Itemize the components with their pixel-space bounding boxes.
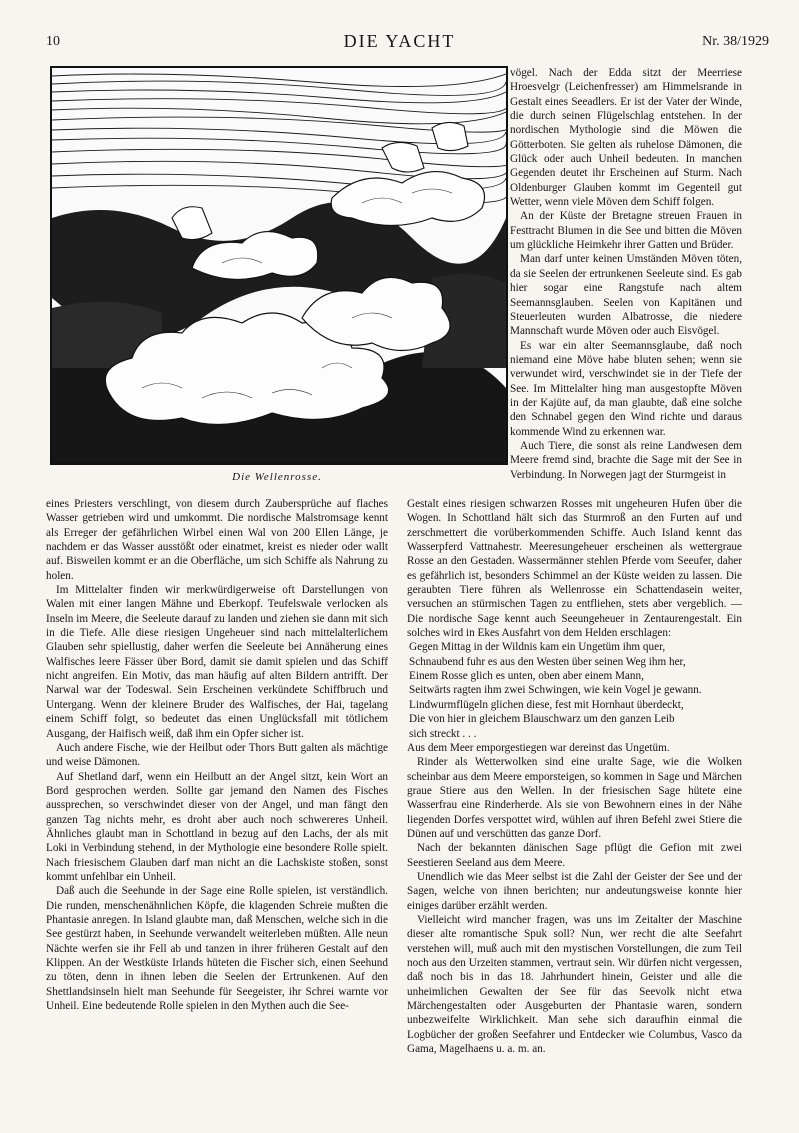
paragraph: vögel. Nach der Edda sitzt der Meerriese Hroesvelgr (Leichenfresser) am Himmelsrande in Gestalt eines Seeadlers. Er ist der Vater der Winde, die durch seinen Flügelschlag entstehen. In der nordischen Mythologie sind die Möwen die Götterboten. Sie gelten als ruhelose Dämonen, die Glück oder auch Unheil bedeuten. In manchen Gegenden deutet ihr Erscheinen auf Sturm. Nach Oldenburger Glauben kommt im Gegenteil gut Wetter, wenn viele Möven dem Schiff folgen. <box>510 67 742 209</box>
paragraph: Unendlich wie das Meer selbst ist die Zahl der Geister der See und der Sagen, welche von ihnen berichten; nur andeutungsweise konnte hier einiges darüber erzählt werden. <box>407 870 742 912</box>
paragraph: Auch andere Fische, wie der Heilbut oder Thors Butt galten als mächtige und weise Dämonen. <box>46 741 388 769</box>
poem-line: Gegen Mittag in der Wildnis kam ein Ungetüm ihm quer, <box>409 641 666 654</box>
paragraph: Vielleicht wird mancher fragen, was uns im Zeitalter der Maschine dieser alte romantische Spuk soll? Nun, wer recht die alte Seefahrt verstehen will, muß auch mit den mystischen Vorstellungen, die zum Teil noch aus den Urzeiten stammen, vertraut sein. Wir dürfen nicht vergessen, daß noch bis in das 18. Jahrhundert hinein, Geister und alle die unheimlichen Gewalten der See für das Seevolk nicht etwa Märchengestalten oder Ausgeburten der Phantasie waren, sondern unbezweifelte Wirklichkeit. Man sehe sich daraufhin einmal die Logbücher der großen Seefahrer und Entdecker wie Columbus, Vasco da Gama, Magelhaens u. a. m. an. <box>407 913 742 1056</box>
article-column-left <box>46 497 388 1013</box>
paragraph: Es war ein alter Seemannsglaube, daß noch niemand eine Möve habe bluten sehen; wenn sie verwundet wird, verschwindet sie in der Tiefe der See. Im Mittelalter hing man ausgestopfte Möven in der Kajüte auf, da man glaubte, daß eine solche den Schnabel gegen den Wind richte und daraus kommende Wind zu erkennen war. <box>510 339 742 438</box>
figure-caption: Die Wellenrosse. <box>232 471 322 483</box>
poem-line: Seitwärts ragten ihm zwei Schwingen, wie kein Vogel je gewann. <box>409 684 702 697</box>
issue-number: Nr. 38/1929 <box>702 34 769 49</box>
article-column-right <box>407 497 742 1056</box>
paragraph: Daß auch die Seehunde in der Sage eine Rolle spielen, ist verständlich. Die runden, menschenähnlichen Köpfe, die klagenden Schreie mußten die Phantasie anregen. In Island glaubte man, daß Menschen, welche sich in die See gestürzt haben, in Seehunde verwandelt weiterleben müßten. Alle neun Nächte werfen sie ihr Fell ab und tanzen in ihrer früheren Gestalt auf den Klippen. An der Westküste Irlands hüteten die Fischer sich, einen Seehund zu töten, denn in ihnen leben die Seelen der Ertrunkenen. Auf den Shettlandsinseln hielt man Seehunde für Seegeister, ihr Schrei warnte vor Unheil. Eine bedeutende Rolle spielen in den Mythen auch die See- <box>46 885 388 1013</box>
paragraph: Aus dem Meer emporgestiegen war dereinst das Ungetüm. <box>407 741 670 754</box>
poem-line: Schnaubend fuhr es aus den Westen über seinen Weg ihm her, <box>409 655 686 668</box>
paragraph: Auf Shetland darf, wenn ein Heilbutt an der Angel sitzt, kein Wort an Bord gesprochen werden. Sollte gar jemand den Namen des Fisches aussprechen, so verschwindet dieser von der Angel, und man fängt den ganzen Tag nichts mehr, es droht aber auch noch schwereres Unheil. Ähnliches glaubt man in Schottland in bezug auf den Lachs, der als mit Loki in Verbindung stehend, in der Mythologie eine besondere Rolle spielt. Nach friesischem Glauben darf man nicht an die Lachskiste stoßen, sonst kommt unfehlbar ein Unheil. <box>46 770 388 883</box>
paragraph: Gestalt eines riesigen schwarzen Rosses mit ungeheuren Hufen über die Wogen. In Schottland hält sich das Sturmroß an den Furten auf und zerschmettert die vorüberkommenden Schiffe. Auch Island kennt das Wasserpferd Vattnahestr. Meeresungeheuer erscheinen als wettergraue Rosse an den Gestaden. Wassermänner stehlen Pferde vom Seeufer, daher es gefährlich ist, besonders Schimmel an der Küste weiden zu lassen. Die geraubten Tiere führen als Wellenrosse ein Schattendasein weiter, versuchen an stürmischen Tagen zu entfliehen, stets aber vergeblich. — Die nordische Sage kennt auch Seeungeheuer in Zentaurengestalt. Ein solches wird in Ekes Ausfahrt von dem Helden erschlagen: <box>407 498 742 640</box>
paragraph: eines Priesters verschlingt, von diesem durch Zaubersprüche auf flaches Wasser getrieben wird und umkommt. Die nordische Malstromsage kennt als Erreger der gefährlichen Wirbel einen Wal von 200 Ellen Länge, je nachdem er das Wasser ausstößt oder einatmet, kreist es nieder oder wallt auf. Bisweilen kommt er an die Oberfläche, um sich Schiffe als Nahrung zu holen. <box>46 498 388 582</box>
magazine-title: DIE YACHT <box>343 31 456 51</box>
illustration-wave-horses <box>50 66 508 465</box>
poem-line: Einem Rosse glich es unten, oben aber einem Mann, <box>409 670 644 683</box>
paragraph: Auch Tiere, die sonst als reine Landwesen dem Meere fremd sind, brachte die Sage mit der See in Verbindung. In Norwegen jagt der Sturmgeist in <box>510 439 742 481</box>
paragraph: Man darf unter keinen Umständen Möven töten, da sie Seelen der ertrunkenen Seeleute sind. Es gab hier sogar eine Rangstufe nach altem Seemannsglauben. Seelen von Kapitänen und Steuerleuten wurden Albatrosse, die niedere Mannschaft wurde Möven oder auch Eisvögel. <box>510 253 742 338</box>
paragraph: Im Mittelalter finden wir merkwürdigerweise oft Darstellungen von Walen mit einer langen Mähne und Eberkopf. Teufelswale verlocken als Inseln im Meere, die Seeleute darauf zu landen und ziehen sie dann mit sich in die Tiefe. Alle diese riesigen Ungeheuer sind nach mittelalterlichem Glauben sehr spiellustig, daher werfen die Seeleute bei Annäherung eines Walfisches leere Fässer über Bord, damit sie damit spielen und das Schiff nicht angreifen. Ein Motiv, das man häufig auf alten Bildern antrifft. Der Narwal war der Todeswal. Sein Erscheinen verkündete Schiffbruch und Untergang. Wenn der kleinere Bruder des Walfisches, der Hai, tagelang einem Schiff folgt, so bedeutet das einen Unglücksfall mit tötlichem Ausgang, der Haifisch weiß, daß ihm ein Opfer sicher ist. <box>46 584 388 740</box>
article-column-top-right <box>510 66 742 482</box>
page-number: 10 <box>46 34 60 49</box>
poem-line: Lindwurmflügeln glichen diese, fest mit Hornhaut überdeckt, <box>409 698 684 711</box>
poem-line: sich streckt . . . <box>409 727 477 740</box>
paragraph: Nach der bekannten dänischen Sage pflügt die Gefion mit zwei Seestieren Seeland aus dem Meere. <box>407 842 742 869</box>
paragraph: An der Küste der Bretagne streuen Frauen in Festtracht Blumen in die See und bitten die Möven um glückliche Heimkehr ihrer Gatten und Brüder. <box>510 210 742 252</box>
poem-line: Die von hier in gleichem Blauschwarz um den ganzen Leib <box>409 713 675 726</box>
paragraph: Rinder als Wetterwolken sind eine uralte Sage, wie die Wolken scheinbar aus dem Meere emporsteigen, so kommen in Sage und Märchen graue Stiere aus den Wellen. In der friesischen Sage hütete eine Wasserfrau eine Rinderherde. Als sie von Bewohnern eines in der Nähe liegenden Dorfes verspottet wird, wühlen auf ihren Befehl zwei Stiere die Dünen auf und verschütten das ganze Dorf. <box>407 756 742 840</box>
